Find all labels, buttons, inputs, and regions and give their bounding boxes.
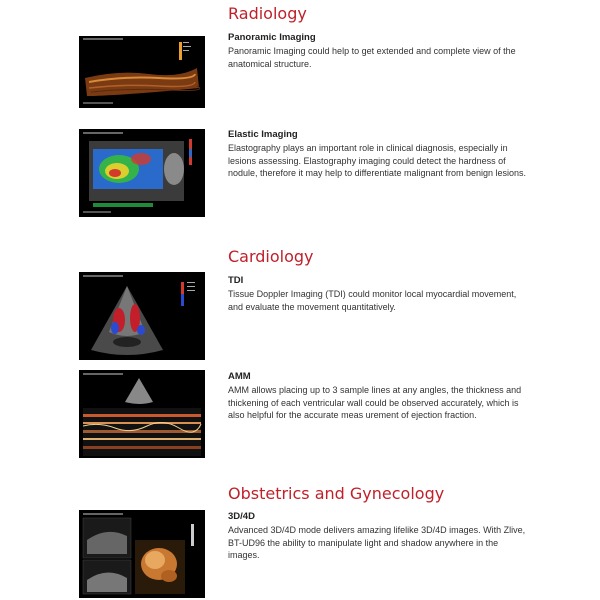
3d4d-image: [79, 510, 205, 598]
tdi-image: [79, 272, 205, 360]
amm-image: [79, 370, 205, 458]
feature-tdi: [228, 275, 528, 313]
feature-elastic-imaging: [228, 129, 528, 180]
feature-description: Panoramic Imaging could help to get extended and complete view of the anatomical structure.: [228, 46, 516, 69]
tdi-cardiac-sector-image-icon: [79, 272, 205, 360]
panoramic-ultrasound-image-icon: [79, 36, 205, 108]
amm-mmode-image-icon: [79, 370, 205, 458]
feature-description: Tissue Doppler Imaging (TDI) could monitor local myocardial movement, and evaluate the movement quantitatively.: [228, 289, 517, 312]
feature-description: Advanced 3D/4D mode delivers amazing lifelike 3D/4D images. With Zlive, BT-UD96 the ability to manipulate light and shadow anywhere in the images.: [228, 525, 526, 560]
section-title-radiology: Radiology: [228, 4, 307, 23]
feature-3d4d: [228, 511, 528, 562]
feature-description: Elastography plays an important role in clinical diagnosis, especially in lesions assessing. Elastography imaging could detect the hardness of nodule, therefore it may help to differentiate malignant from benign lesions.: [228, 143, 527, 178]
elastography-ultrasound-image-icon: [79, 129, 205, 217]
panoramic-image: [79, 36, 205, 108]
section-title-obstetrics-gynecology: Obstetrics and Gynecology: [228, 484, 445, 503]
feature-title: 3D/4D: [228, 511, 255, 522]
feature-title: Panoramic Imaging: [228, 32, 316, 43]
fetal-3d-render-image-icon: [79, 510, 205, 598]
feature-title: AMM: [228, 371, 251, 382]
feature-description: AMM allows placing up to 3 sample lines at any angles, the thickness and thickening of each ventricular wall could be observed accurately, which is also helpful for the accurate meas urement of ejection fraction.: [228, 385, 522, 420]
feature-amm: [228, 371, 528, 422]
feature-title: Elastic Imaging: [228, 129, 298, 140]
feature-title: TDI: [228, 275, 244, 286]
feature-panoramic-imaging: [228, 32, 528, 70]
elastic-image: [79, 129, 205, 217]
section-title-cardiology: Cardiology: [228, 247, 314, 266]
